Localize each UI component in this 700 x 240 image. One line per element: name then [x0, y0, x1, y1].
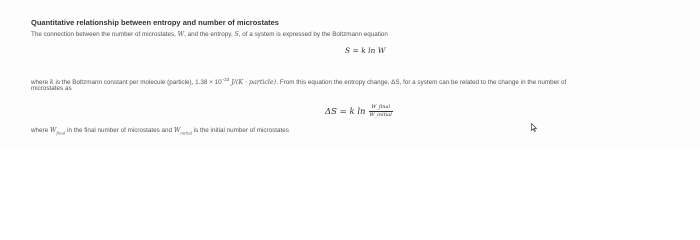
symbol-S: S	[234, 31, 239, 38]
symbol-W-initial	[174, 127, 192, 134]
symbol-k: k	[49, 79, 54, 87]
boltzmann-equation: S = k ln W	[345, 46, 386, 55]
intro-text	[31, 31, 388, 38]
constant-text-a: where	[31, 79, 49, 87]
intro-text-b: , and the entropy,	[184, 31, 233, 38]
symbol-W-final-base: W	[49, 127, 57, 134]
boltzmann-constant-text	[31, 77, 566, 86]
intro-text-c: , of a system is expressed by the Boltzmann equation	[238, 31, 388, 38]
definitions-text-c: is the initial number of microstates	[193, 127, 289, 134]
ratio-denominator: W_initial	[369, 112, 392, 118]
constant-exponent: −23	[221, 77, 230, 82]
symbol-W-final	[50, 127, 65, 134]
microstates-text: microstates as	[31, 85, 72, 92]
symbol-W-initial-base: W	[173, 127, 181, 134]
symbol-W: W	[177, 31, 185, 38]
symbol-W-final-sub: final	[56, 130, 66, 136]
definitions-text-a: where	[31, 127, 49, 134]
section-heading: Quantitative relationship between entropy and number of microstates	[31, 18, 279, 27]
ratio-numerator: W_final	[369, 104, 393, 112]
entropy-change-lhs: ΔS = k ln	[325, 107, 366, 117]
constant-units: J/(K · particle).	[229, 79, 279, 87]
microstate-ratio	[369, 104, 393, 119]
definitions-text-b: in the final number of microstates and	[67, 127, 173, 134]
symbol-W-initial-sub: initial	[180, 130, 192, 136]
definitions-text	[31, 127, 289, 135]
constant-text-c: From this equation the entropy change, ΔS, for a system can be related to the change in the number of	[279, 79, 567, 87]
mouse-pointer-icon	[531, 123, 537, 132]
constant-text-b: is the Boltzmann constant per molecule (particle), 1.38 × 10	[55, 79, 222, 87]
intro-text-a: The connection between the number of microstates,	[31, 31, 176, 38]
entropy-change-equation	[325, 104, 393, 119]
